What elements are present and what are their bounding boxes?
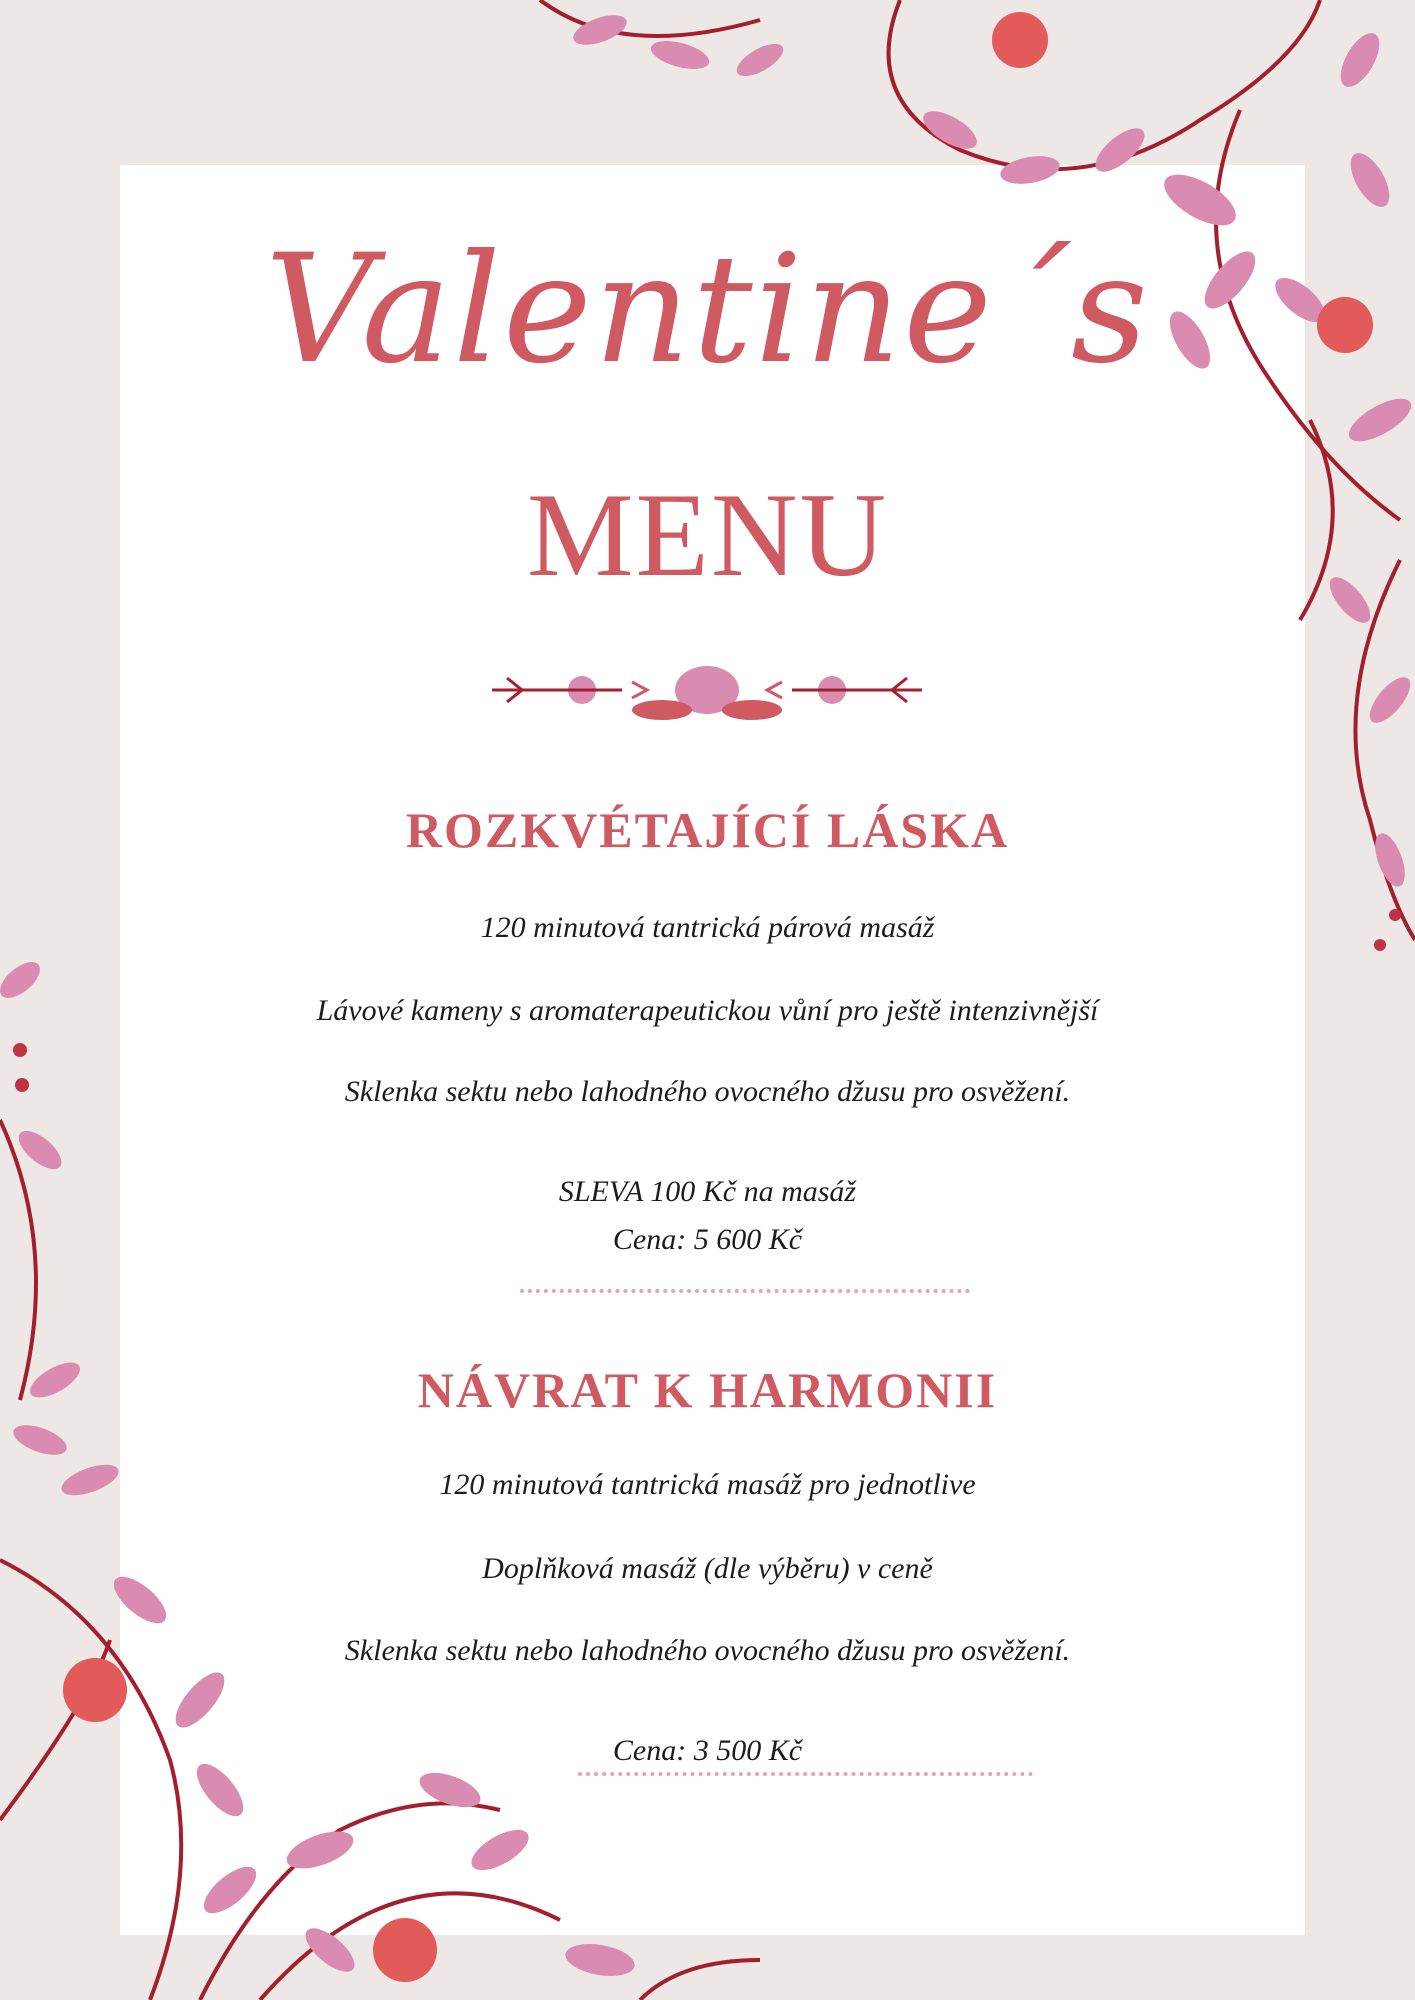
dotted-divider [578, 1772, 1033, 1776]
discount-text: SLEVA 100 Kč na masáž [558, 1175, 857, 1208]
price-text: Cena: 5 600 Kč [612, 1223, 803, 1256]
page-title: MENU [526, 468, 889, 601]
menu-item: 120 minutová tantrická párová masáž [480, 911, 935, 944]
menu-item: 120 minutová tantrická masáž pro jednotlive [439, 1468, 976, 1501]
script-title: Valentine´s [265, 223, 1150, 397]
section-heading-2: NÁVRAT K HARMONII [417, 1362, 998, 1418]
menu-card [120, 165, 1305, 1935]
price-text: Cena: 3 500 Kč [612, 1734, 803, 1767]
menu-item: Lávové kameny s aromaterapeutickou vůní pro ještě intenzivnější [316, 994, 1099, 1027]
menu-item: Sklenka sektu nebo lahodného ovocného džusu pro osvěžení. [344, 1075, 1071, 1108]
section-heading-1: ROZKVÉTAJÍCÍ LÁSKA [405, 802, 1010, 858]
dotted-divider [520, 1289, 970, 1293]
menu-item: Doplňková masáž (dle výběru) v ceně [482, 1552, 933, 1585]
menu-item: Sklenka sektu nebo lahodného ovocného džusu pro osvěžení. [344, 1634, 1071, 1667]
